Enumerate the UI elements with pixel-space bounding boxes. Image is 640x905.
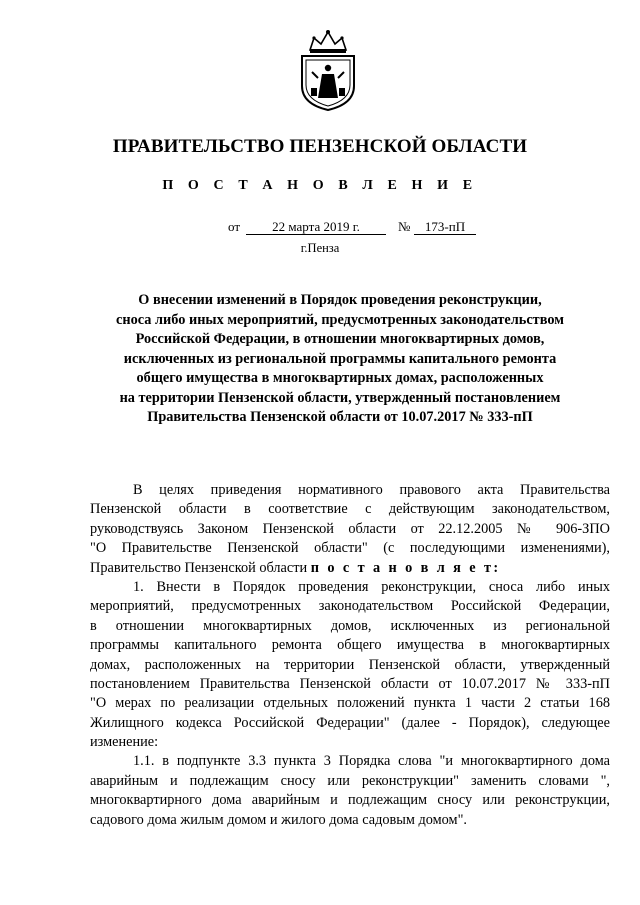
body-line: аварийным и подлежащим сносу или реконструкции" заменить словами ", <box>90 772 610 789</box>
subject-line: Правительства Пензенской области от 10.07.2017 № 333-пП <box>147 409 533 425</box>
date-number-line <box>228 219 488 237</box>
body-line: домах, расположенных на территории Пензенской области, утвержденный <box>90 656 610 673</box>
document-body <box>90 481 610 830</box>
document-number: 173-пП <box>414 219 476 235</box>
body-line: 1.1. в подпункте 3.3 пункта 3 Порядка слова "и многоквартирного дома <box>133 753 610 770</box>
paragraph-preamble <box>90 481 610 578</box>
body-line: в отношении многоквартирных домов, исключенных из региональной <box>90 617 610 634</box>
body-line: "О Правительстве Пензенской области" (с последующими изменениями), <box>90 540 610 557</box>
resolves-emphasis: п о с т а н о в л я е т: <box>310 559 501 576</box>
subject-line: сноса либо иных мероприятий, предусмотренных законодательством <box>116 311 564 328</box>
body-text: Правительство Пензенской области <box>90 559 311 576</box>
body-line: руководствуясь Законом Пензенской области от 22.12.2005 № 906-ЗПО <box>90 520 610 537</box>
body-line: изменение: <box>90 734 159 751</box>
body-line: В целях приведения нормативного правового акта Правительства <box>133 482 610 498</box>
subject-line: Российской Федерации, в отношении многоквартирных домов, <box>135 331 545 347</box>
body-line: постановлением Правительства Пензенской области от 10.07.2017 № 333-пП <box>90 675 610 692</box>
document-subject <box>100 291 580 428</box>
subject-line: на территории Пензенской области, утвержденный постановлением <box>119 389 561 406</box>
subject-line: общего имущества в многоквартирных домах, расположенных <box>136 370 544 386</box>
organization-title: ПРАВИТЕЛЬСТВО ПЕНЗЕНСКОЙ ОБЛАСТИ <box>112 136 528 157</box>
body-line: многоквартирного дома аварийным и подлежащим сносу или реконструкции, <box>90 792 610 809</box>
body-line: программы капитального ремонта общего имущества в многоквартирных <box>90 637 610 654</box>
date-prefix: от <box>228 219 241 234</box>
document-date: 22 марта 2019 г. <box>246 219 386 235</box>
number-prefix: № <box>398 219 411 234</box>
paragraph-item-1 <box>90 578 610 753</box>
body-line: мероприятий, предусмотренных законодательством Российской Федерации, <box>90 598 610 615</box>
body-line: 1. Внести в Порядок проведения реконструкции, сноса либо иных <box>133 578 610 595</box>
paragraph-item-1-1 <box>90 752 610 830</box>
body-line: Жилищного кодекса Российской Федерации" (далее - Порядок), следующее <box>90 714 610 731</box>
subject-line: исключенных из региональной программы капитального ремонта <box>123 350 557 367</box>
subject-line: О внесении изменений в Порядок проведения реконструкции, <box>138 292 542 308</box>
coat-of-arms-icon <box>296 28 360 112</box>
body-line: "О мерах по реализации отдельных положений пункта 1 части 2 статьи 168 <box>90 695 610 712</box>
body-line <box>90 559 610 578</box>
body-line: Пензенской области в соответствие с действующим законодательством, <box>90 501 610 518</box>
city: г.Пенза <box>300 241 340 255</box>
document-type: П О С Т А Н О В Л Е Н И Е <box>162 178 478 193</box>
body-line: садового дома жилым домом и жилого дома садовым домом". <box>90 811 468 828</box>
